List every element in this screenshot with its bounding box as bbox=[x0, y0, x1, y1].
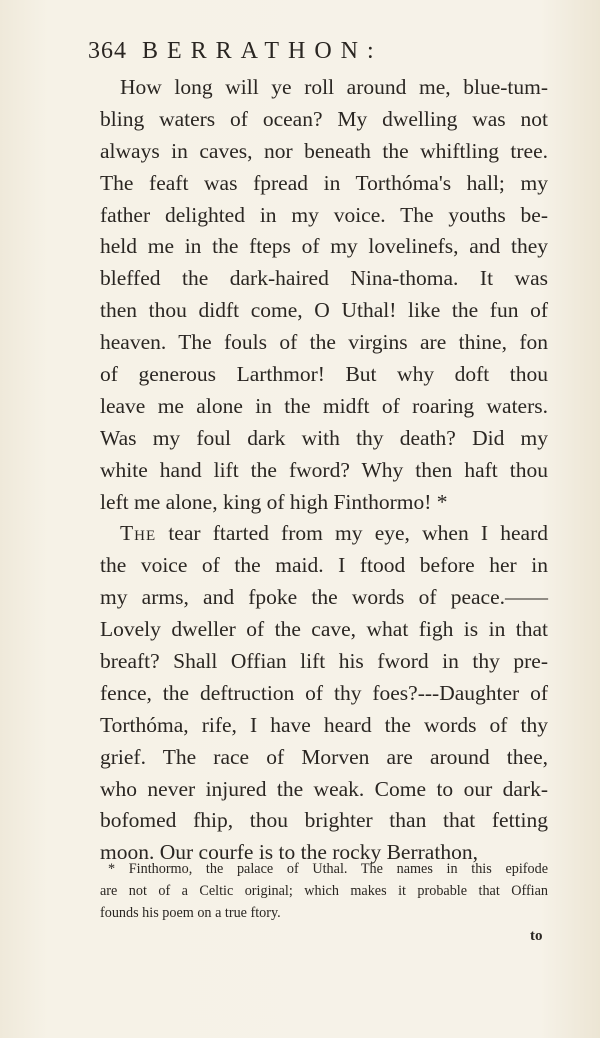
text-line: the voice of the maid. I ftood before her in bbox=[100, 553, 548, 578]
text-line: father delighted in my voice. The youths be- bbox=[100, 202, 548, 227]
text-line: Torthóma, rife, I have heard the words of thy bbox=[100, 712, 548, 737]
text-line: bling waters of ocean? My dwelling was not bbox=[100, 106, 548, 131]
text-line: bleffed the dark-haired Nina-thoma. It was bbox=[100, 266, 548, 291]
text-line: How long will ye roll around me, blue-tum- bbox=[120, 75, 548, 99]
text-line: left me alone, king of high Finthormo! * bbox=[100, 489, 448, 514]
opening-line-rest: tear ftarted from my eye, when I heard bbox=[156, 521, 548, 546]
text-line: breaft? Shall Offian lift his fword in thy pre- bbox=[100, 649, 548, 674]
text-line: always in caves, nor beneath the whiftling tree. bbox=[100, 138, 548, 163]
running-head: BERRATHON: bbox=[142, 38, 383, 64]
text-line: The feaft was fpread in Torthóma's hall; my bbox=[100, 170, 548, 195]
text-line: white hand lift the fword? Why then haft thou bbox=[100, 457, 548, 482]
body-text bbox=[100, 72, 548, 869]
text-line: leave me alone in the midft of roaring waters. bbox=[100, 393, 548, 418]
footnote-line: founds his poem on a true ftory. bbox=[100, 905, 281, 921]
text-line: who never injured the weak. Come to our dark- bbox=[100, 776, 548, 801]
page-number: 364 bbox=[88, 38, 127, 64]
page-header bbox=[88, 38, 558, 70]
catchword: to bbox=[530, 928, 543, 944]
text-line: grief. The race of Morven are around thee, bbox=[100, 744, 548, 769]
text-line: fence, the deftruction of thy foes?---Daughter of bbox=[100, 680, 548, 705]
footnote bbox=[100, 858, 548, 924]
paragraph-opening-line bbox=[100, 518, 548, 550]
text-line: Was my foul dark with thy death? Did my bbox=[100, 425, 548, 450]
text-line: my arms, and fpoke the words of peace.—— bbox=[100, 585, 548, 610]
text-line: bofomed fhip, thou brighter than that fetting bbox=[100, 808, 548, 833]
text-line: moon. Our courfe is to the rocky Berrathon, bbox=[100, 840, 478, 865]
text-line: Lovely dweller of the cave, what figh is in that bbox=[100, 617, 548, 642]
drop-word: The bbox=[120, 521, 157, 546]
text-line: held me in the fteps of my lovelinefs, and they bbox=[100, 234, 548, 259]
text-line: then thou didft come, O Uthal! like the fun of bbox=[100, 298, 548, 323]
footnote-line: are not of a Celtic original; which makes it probable that Offian bbox=[100, 883, 548, 899]
text-line: of generous Larthmor! But why doft thou bbox=[100, 362, 548, 387]
footnote-line: * Finthormo, the palace of Uthal. The names in this epifode bbox=[108, 861, 548, 877]
text-line: heaven. The fouls of the virgins are thine, fon bbox=[100, 330, 548, 355]
